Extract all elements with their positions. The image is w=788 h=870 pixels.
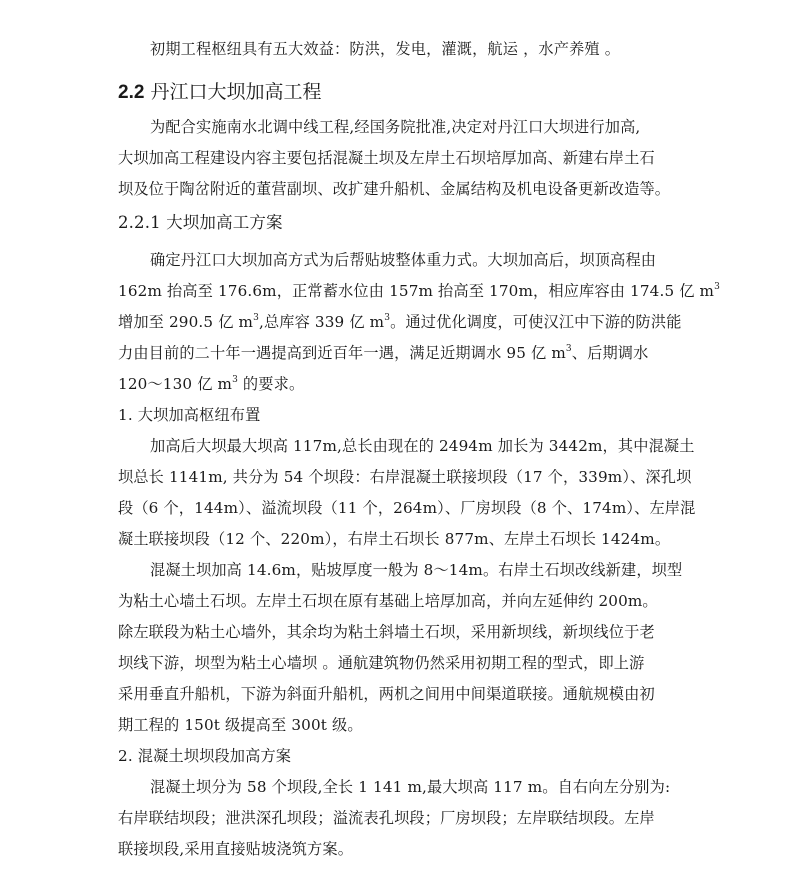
section-heading [118, 80, 321, 105]
item1-para-b-line: 混凝土坝加高 14.6m，贴坡厚度一般为 8～14m。右岸土石坝改线新建，坝型 [150, 561, 683, 579]
item1-para-b-line: 坝线下游，坝型为粘土心墙坝 。通航建筑物仍然采用初期工程的型式，即上游 [118, 654, 645, 672]
item1-para-line: 加高后大坝最大坝高 117m,总长由现在的 2494m 加长为 3442m，其中混凝土 [150, 437, 695, 455]
para2-line: 增加至 290.5 亿 $m^3$,总库容 339 亿 $m^3$。通过优化调度，可使汉江中下游的防洪能 [118, 312, 682, 331]
para2-line: 力由目前的二十年一遇提高到近百年一遇，满足近期调水 95 亿 $m^3$、后期调水 [118, 343, 649, 362]
item2-heading: 2. 混凝土坝坝段加高方案 [118, 747, 292, 765]
para1-line: 大坝加高工程建设内容主要包括混凝土坝及左岸土石坝培厚加高、新建右岸土石 [118, 149, 655, 167]
section-title: 丹江口大坝加高工程 [150, 81, 322, 103]
item1-para-line: 坝总长 1141m, 共分为 54 个坝段：右岸混凝土联接坝段（17 个，339m）、深孔坝 [118, 468, 692, 486]
item2-para-line: 右岸联结坝段；泄洪深孔坝段；溢流表孔坝段；厂房坝段；左岸联结坝段。左岸 [118, 809, 655, 827]
para2-line: 120～130 亿 $m^3$ 的要求。 [118, 374, 305, 393]
item1-para-b-line: 为粘土心墙土石坝。左岸土石坝在原有基础上培厚加高，并向左延伸约 200m。 [118, 592, 658, 610]
item2-para-line: 联接坝段,采用直接贴坡浇筑方案。 [118, 840, 354, 858]
item1-para-line: 凝土联接坝段（12 个、220m），右岸土石坝长 877m、左岸土石坝长 1424m。 [118, 530, 671, 548]
section-number: 2.2 [118, 82, 145, 103]
item1-para-b-line: 期工程的 150t 级提高至 300t 级。 [118, 716, 363, 734]
item1-para-b-line: 除左联段为粘土心墙外，其余均为粘土斜墙土石坝，采用新坝线，新坝线位于老 [118, 623, 655, 641]
para2-line: 162m 抬高至 176.6m，正常蓄水位由 157m 抬高至 170m，相应库容由 174.5 亿 $m^3$ [118, 281, 720, 300]
intro-text: 初期工程枢纽具有五大效益：防洪，发电，灌溉，航运 ，水产养殖 。 [150, 40, 621, 58]
para2-line: 确定丹江口大坝加高方式为后帮贴坡整体重力式。大坝加高后，坝顶高程由 [150, 251, 657, 269]
item1-para-line: 段（6 个，144m）、溢流坝段（11 个，264m）、厂房坝段（8 个、174m）、左岸混 [118, 499, 696, 517]
item2-para-line: 混凝土坝分为 58 个坝段,全长 1 141 m,最大坝高 117 m。自右向左分别为: [150, 778, 671, 796]
item1-para-b-line: 采用垂直升船机，下游为斜面升船机，两机之间用中间渠道联接。通航规模由初 [118, 685, 655, 703]
subsection-heading: 2.2.1 大坝加高工方案 [118, 213, 283, 232]
para1-line: 为配合实施南水北调中线工程,经国务院批准,决定对丹江口大坝进行加高, [150, 118, 641, 136]
para1-line: 坝及位于陶岔附近的董营副坝、改扩建升船机、金属结构及机电设备更新改造等。 [118, 180, 671, 198]
item1-heading: 1. 大坝加高枢纽布置 [118, 406, 261, 424]
